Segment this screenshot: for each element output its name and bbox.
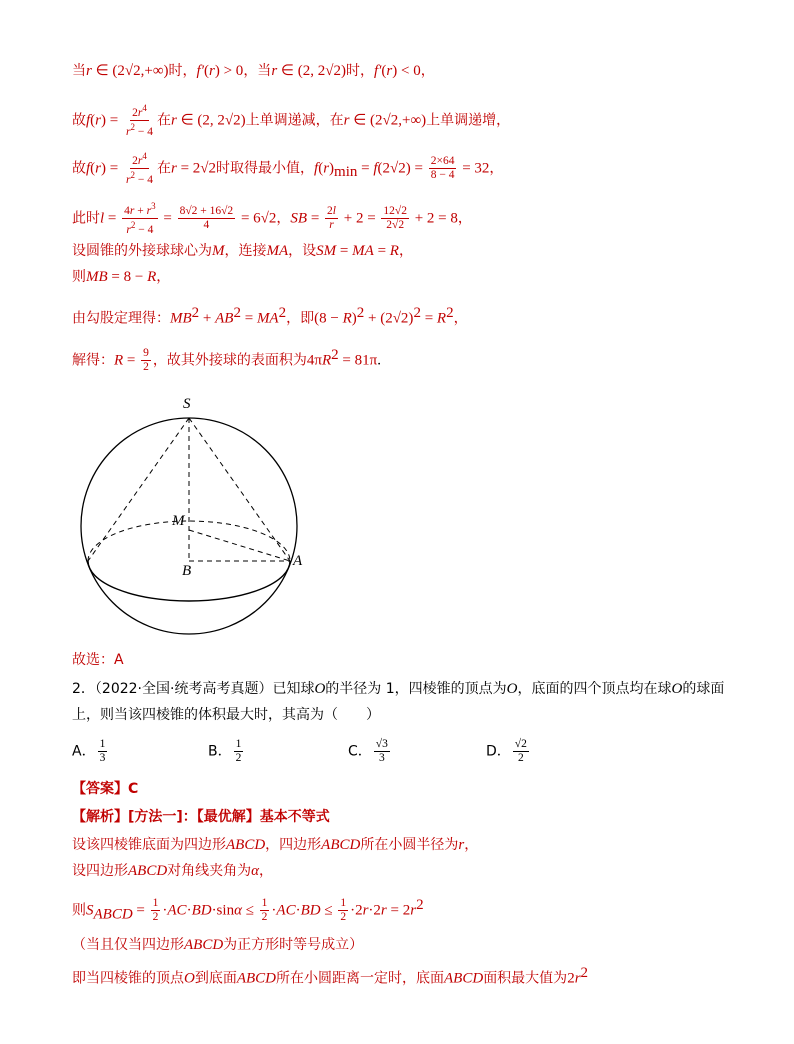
solution-line-1: 当r ∈ (2√2,+∞)时，f′(r) > 0，当r ∈ (2, 2√2)时，f′(r) < 0，: [72, 63, 435, 79]
analysis-header: 【解析】[方法一]：【最优解】基本不等式: [72, 809, 330, 825]
problem-line-2: 上，则当该四棱锥的体积最大时，其高为（ ）: [72, 707, 380, 723]
solution-line-7: 由勾股定理得：$MB^2 + AB^2 = MA^2$，即$(8 - R)^2 + (2√2)^2 = R^2$，: [72, 305, 468, 327]
problem-line-1: 2．（2022·全国·统考高考真题）已知球O的半径为 1，四棱锥的顶点为O，底面的四个顶点均在球O的球面: [72, 681, 725, 697]
segment-MA: [189, 530, 290, 561]
solution-line-3: 故f(r) = $\frac{2r^4}{r^2 - 4}$ 在r = 2√2时取得最小值，$f(r)_{min} = f(2√2)$ = $\frac{2\times 64}{8 - 4}$ = 32，: [72, 151, 504, 186]
cone-edge-right: [189, 418, 290, 561]
option-A[interactable]: A． $\frac{1}{3}$: [72, 738, 106, 764]
option-C[interactable]: C． $\frac{√3}{3}$: [348, 738, 388, 764]
solution-line-8: 解得：R = $\frac{9}{2}$ ，故其外接球的表面积为$4\pi R^2 = 81\pi$.: [72, 347, 381, 374]
label-B: B: [182, 563, 192, 579]
answer-line: 【答案】C: [72, 781, 139, 797]
sphere-cone-figure: [76, 388, 312, 638]
answer-choice: 故选：A: [72, 652, 124, 668]
label-A: A: [293, 553, 303, 569]
analysis-line-5: 即当四棱锥的顶点O到底面ABCD所在小圆距离一定时，底面ABCD面积最大值为$2r^2$: [72, 965, 589, 987]
label-M: M: [172, 513, 185, 529]
option-D[interactable]: D． $\frac{√2}{2}$: [486, 738, 527, 764]
cone-edge-left: [88, 418, 189, 561]
analysis-line-2: 设四边形ABCD对角线夹角为α，: [72, 863, 274, 879]
solution-line-4: 此时l = $\frac{4r + r^3}{r^2 - 4}$ = $\frac{8√2 + 16√2}{4}$ = 6√2，SB = $\frac{2l}{r}$ + 2 = $\frac{12√2}{2√2}$ + 2 = 8，: [72, 201, 472, 236]
analysis-line-3: 则$S_{ABCD}$ = $\frac{1}{2}$ ·AC·BD·sinα ≤ $\frac{1}{2}$ ·AC·BD ≤ $\frac{1}{2}$ $\cdot 2r\cdot 2r = 2r^2$: [72, 897, 424, 924]
analysis-line-1: 设该四棱锥底面为四边形ABCD，四边形ABCD所在小圆半径为r，: [72, 837, 479, 853]
analysis-line-4: （当且仅当四边形ABCD为正方形时等号成立）: [72, 937, 364, 953]
option-B[interactable]: B． $\frac{1}{2}$: [208, 738, 242, 764]
text: 当: [72, 63, 86, 79]
solution-line-6: 则MB = 8 − R，: [72, 269, 171, 285]
label-S: S: [183, 396, 191, 412]
solution-line-2: 故f(r) = $\frac{2r^4}{r^2 - 4}$ 在r ∈ (2, 2√2)上单调递减，在r ∈ (2√2,+∞)上单调递增，: [72, 103, 511, 138]
solution-line-5: 设圆锥的外接球球心为M，连接MA，设SM = MA = R，: [72, 243, 413, 259]
